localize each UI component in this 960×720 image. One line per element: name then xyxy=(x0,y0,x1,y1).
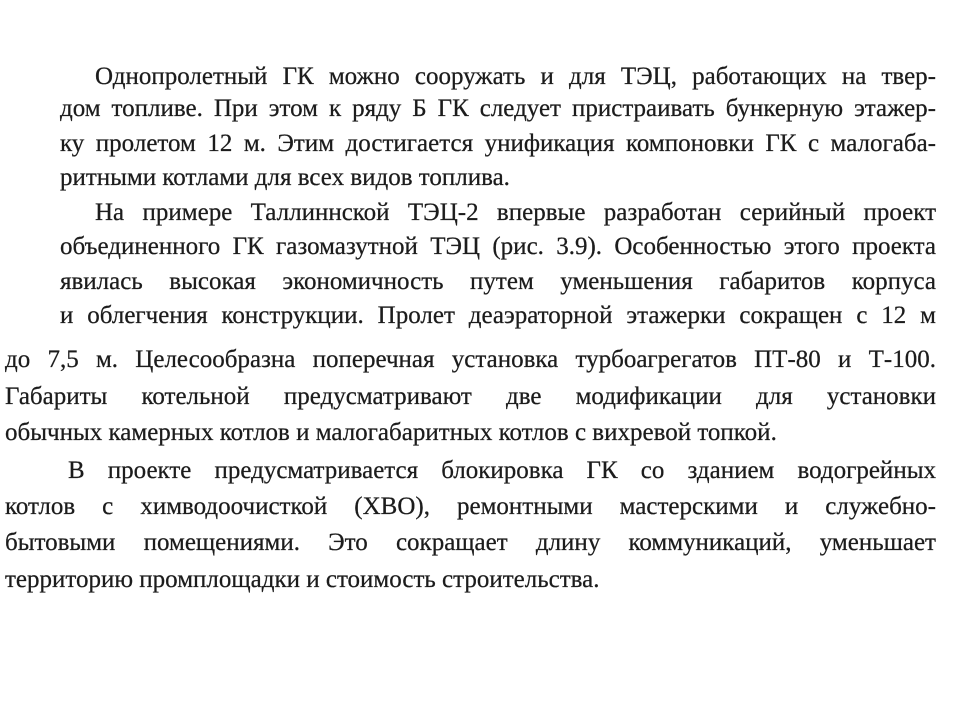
paragraph-2-line-5: до 7,5 м. Целесообразна поперечная установка турбоагрегатов ПТ-80 и Т-100. xyxy=(5,346,936,373)
paragraph-2-line-1: На примере Таллиннской ТЭЦ-2 впервые разработан серийный проект xyxy=(95,199,936,226)
paragraph-3-line-2: котлов с химводоочисткой (ХВО), ремонтными мастерскими и служебно- xyxy=(5,493,936,520)
paragraph-3-line-3: бытовыми помещениями. Это сокращает длину коммуникаций, уменьшает xyxy=(5,529,936,556)
paragraph-2-line-7: обычных камерных котлов и малогабаритных котлов с вихревой топкой. xyxy=(5,419,777,446)
paragraph-2-line-6: Габариты котельной предусматривают две модификации для установки xyxy=(5,383,936,410)
paragraph-3-line-4: территорию промплощадки и стоимость строительства. xyxy=(5,566,600,593)
paragraph-1-line-3: ку пролетом 12 м. Этим достигается унификация компоновки ГК с малогаба- xyxy=(60,130,936,157)
paragraph-1-line-1: Однопролетный ГК можно сооружать и для ТЭЦ, работающих на твер- xyxy=(95,63,936,90)
paragraph-1-line-4: ритными котлами для всех видов топлива. xyxy=(60,164,510,191)
paragraph-2-line-2: объединенного ГК газомазутной ТЭЦ (рис. 3.9). Особенностью этого проекта xyxy=(60,233,936,260)
paragraph-2-line-3: явилась высокая экономичность путем уменьшения габаритов корпуса xyxy=(60,268,936,295)
paragraph-3-line-1: В проекте предусматривается блокировка ГК со зданием водогрейных xyxy=(68,457,936,484)
paragraph-1-line-2: дом топливе. При этом к ряду Б ГК следует пристраивать бункерную этажер- xyxy=(60,95,936,122)
paragraph-2-line-4: и облегчения конструкции. Пролет деаэраторной этажерки сокращен с 12 м xyxy=(60,302,936,329)
